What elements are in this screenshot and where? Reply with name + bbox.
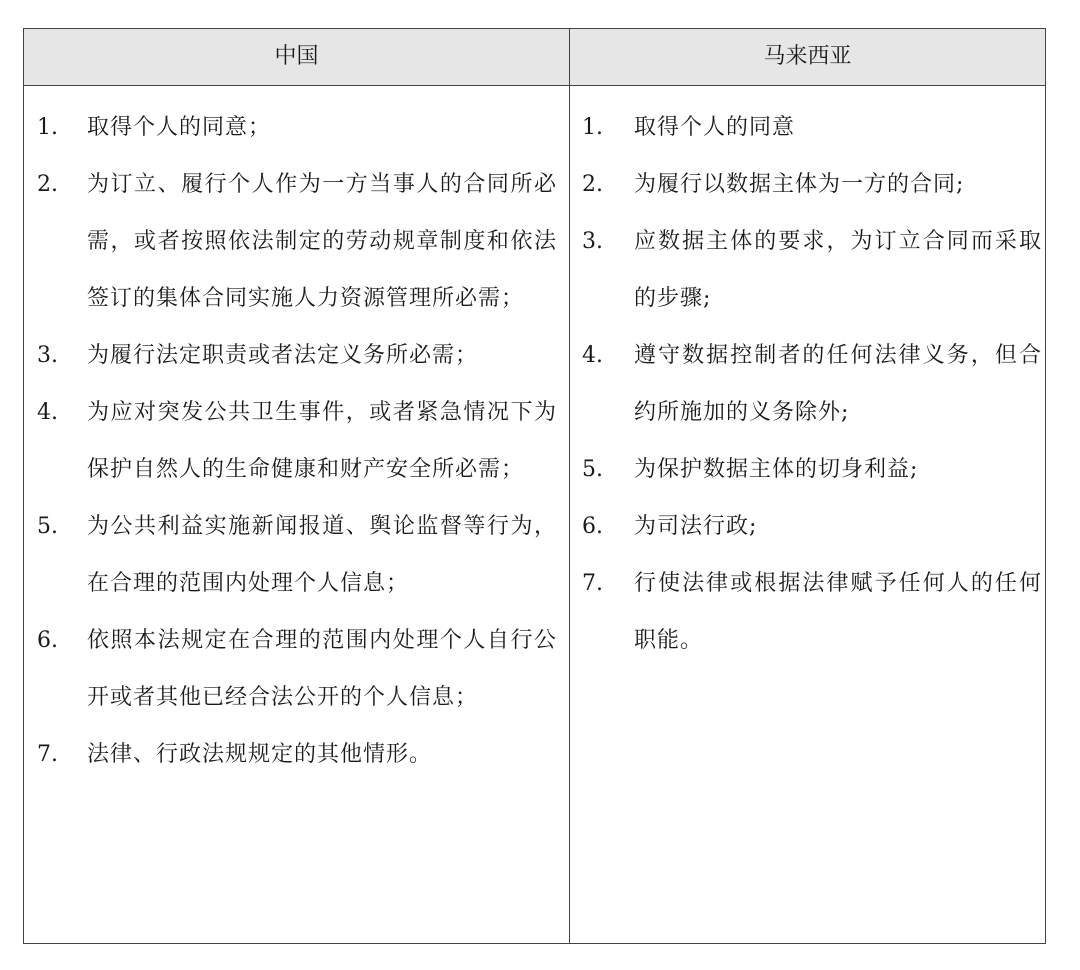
item-number: 2.: [37, 172, 58, 197]
item-text: 为保护数据主体的切身利益;: [634, 457, 919, 482]
item-number: 5.: [582, 457, 603, 482]
item-number: 4.: [37, 400, 58, 425]
list-item: [37, 612, 557, 726]
column-divider: [569, 29, 570, 943]
table-header: [24, 29, 1045, 86]
list-item: [582, 441, 1042, 498]
item-text: 法律、行政法规规定的其他情形。: [87, 742, 433, 767]
item-text: 为应对突发公共卫生事件，或者紧急情况下为保护自然人的生命健康和财产安全所必需；: [87, 400, 557, 482]
item-text: 为公共利益实施新闻报道、舆论监督等行为，在合理的范围内处理个人信息；: [87, 514, 557, 596]
item-text: 为订立、履行个人作为一方当事人的合同所必需，或者按照依法制定的劳动规章制度和依法签订的集体合同实施人力资源管理所必需；: [87, 172, 557, 311]
list-item: [37, 327, 557, 384]
item-number: 6.: [37, 628, 58, 653]
list-item: [582, 327, 1042, 441]
list-item: [37, 726, 557, 783]
comparison-table: [23, 28, 1046, 944]
list-item: [582, 99, 1042, 156]
list-item: [37, 384, 557, 498]
item-number: 4.: [582, 343, 603, 368]
item-number: 7.: [582, 571, 603, 596]
item-text: 应数据主体的要求，为订立合同而采取的步骤;: [634, 229, 1042, 311]
item-text: 遵守数据控制者的任何法律义务，但合约所施加的义务除外;: [634, 343, 1042, 425]
malaysia-column: [582, 99, 1042, 669]
item-number: 5.: [37, 514, 58, 539]
item-text: 取得个人的同意；: [87, 115, 272, 140]
item-text: 取得个人的同意: [634, 115, 796, 140]
item-number: 3.: [37, 343, 58, 368]
item-number: 2.: [582, 172, 603, 197]
item-number: 1.: [37, 115, 58, 140]
item-number: 6.: [582, 514, 603, 539]
item-number: 1.: [582, 115, 603, 140]
item-text: 行使法律或根据法律赋予任何人的任何职能。: [634, 571, 1042, 653]
list-item: [37, 156, 557, 327]
header-malaysia: 马来西亚: [763, 44, 852, 69]
list-item: [582, 498, 1042, 555]
list-item: [37, 498, 557, 612]
list-item: [582, 555, 1042, 669]
list-item: [582, 213, 1042, 327]
item-text: 为司法行政;: [634, 514, 758, 539]
item-text: 依照本法规定在合理的范围内处理个人自行公开或者其他已经合法公开的个人信息；: [87, 628, 557, 710]
list-item: [37, 99, 557, 156]
header-china: 中国: [274, 44, 319, 69]
list-item: [582, 156, 1042, 213]
item-number: 7.: [37, 742, 58, 767]
item-number: 3.: [582, 229, 603, 254]
item-text: 为履行以数据主体为一方的合同;: [634, 172, 965, 197]
item-text: 为履行法定职责或者法定义务所必需；: [87, 343, 479, 368]
china-column: [37, 99, 557, 783]
